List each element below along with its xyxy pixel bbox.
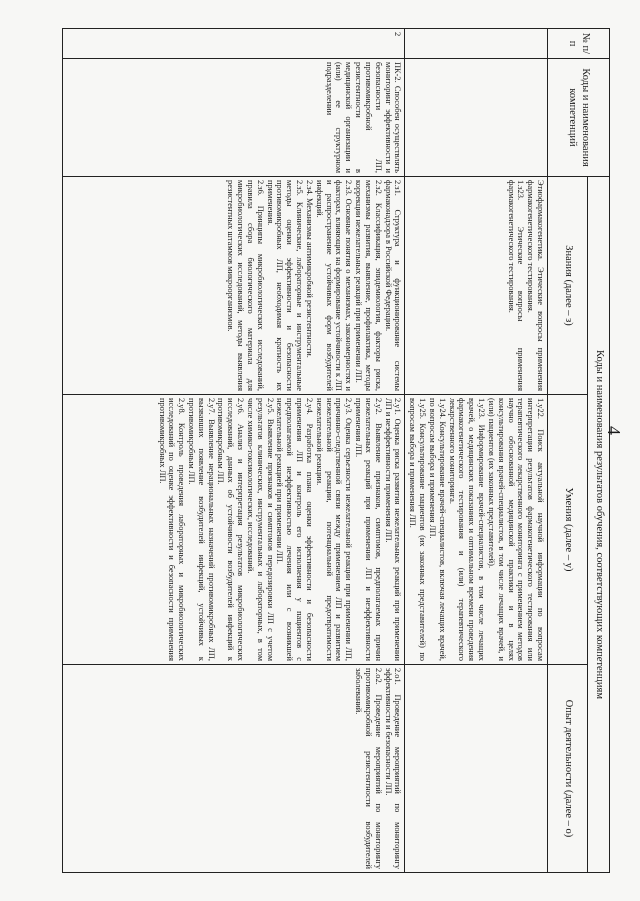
knowledge-item: 1.з23. Этические вопросы применения фармакогенетического тестирования. xyxy=(506,180,526,391)
knowledge-item: 2.з2. Классификация, эпидемиология, факторы риска, механизмы развития, выявление, профилактика, методы коррекции нежелательных реакций при применении ЛП. xyxy=(354,180,383,391)
skill-item: 2.у4. Разработка плана оценки эффективности и безопасности применения ЛП и контроль его исполнения у пациентов с предполагаемой неэффективностью лечения или с возникшей нежелательной реакцией при применении ЛП. xyxy=(275,398,314,661)
header-skills: Умения (далее – у) xyxy=(548,395,588,665)
skill-item: 2.у6. Анализ и интерпретация результатов микробиологических исследований, данных об устойчивости возбудителей инфекций к противомикробным ЛП. xyxy=(216,398,246,661)
row-num xyxy=(405,29,548,59)
skill-item: 2.у1. Оценка риска развития нежелательных реакций при применении ЛП и неэффективности применения ЛП. xyxy=(383,398,403,661)
row-skills xyxy=(405,395,548,665)
row-experience xyxy=(405,665,548,873)
row-code: ПК-2. Способен осуществлять мониторинг эффективности и безопасности ЛП, противомикробной резистентности в медицинской организации и (или) ее структурном подразделении xyxy=(63,59,405,177)
rotated-page-content xyxy=(62,28,610,872)
header-num: № п/п xyxy=(548,29,610,59)
skill-item: 1.у24. Консультирование врачей-специалистов, включая лечащих врачей, по вопросам выбора и применения ЛП. xyxy=(427,398,447,661)
knowledge-item: 2.з1. Структура и функционирование системы фармаконадзора в Российской Федерации. xyxy=(383,180,403,391)
knowledge-item: Этиофармакогенетика. Этические вопросы применения фармакогенетического тестирования. xyxy=(526,180,545,391)
skill-item: 2.у7. Выявление нерациональных назначений противомикробных ЛП, вызвавших появление возбудителей инфекций, устойчивых к противомикробным ЛП. xyxy=(187,398,216,661)
row-num: 2 xyxy=(63,29,405,59)
knowledge-item: 2.з6. Принципы микробиологических исследований, правила сбора биологического материала для микробиологических исследований, методы выявления резистентных штаммов микроорганизмов. xyxy=(226,180,265,391)
header-experience: Опыт деятельности (далее – о) xyxy=(548,665,588,873)
skill-item: 2.у8. Контроль проведения лабораторных и микробиологических исследований по оценке эффективности и безопасности применения противомикробных ЛП. xyxy=(157,398,187,661)
skill-item: 2.у2. Выявление признаков, симптомов, предполагаемых причин нежелательных реакций при применении ЛП и неэффективности применения ЛП. xyxy=(354,398,383,661)
row-knowledge xyxy=(405,177,548,395)
row-code xyxy=(405,59,548,177)
competency-table xyxy=(62,28,610,873)
knowledge-item: 2.з3. Основные понятия о механизмах, закономерностях и факторах, влияющих на формирование устойчивости к ЛП и распространение устойчивых форм возбудителей инфекций. xyxy=(314,180,354,391)
skill-item: 1.у22. Поиск актуальной научной информации по вопросам интерпретации результатов фармакогенетического тестирования или терапевтического лекарственного мониторинга с применением методов научно обоснованной медицинской практики и в целях консультирования врачей-специалистов, в том числе лечащих врачей, и (или) пациентов (их законных представителей). xyxy=(486,398,545,661)
skill-item: 2.у5. Выявление признаков и симптомов передозировки ЛП с учетом результатов клинических, инструментальных и лабораторных, в том числе химико-токсикологических, исследований. xyxy=(245,398,275,661)
knowledge-item: 2.з5. Клинические, лабораторные и инструментальные методы оценки эффективности и безопасности противомикробных ЛП, необходимая кратность их применения. xyxy=(265,180,305,391)
experience-item: 2.о2. Проведение мероприятий по мониторингу противомикробной резистентности возбудителей заболеваний. xyxy=(354,668,383,870)
table-row xyxy=(63,29,405,873)
knowledge-item: 2.з4. Механизмы антимикробной резистентности. xyxy=(304,180,314,358)
row-knowledge xyxy=(63,177,405,395)
skill-item: 1.у23. Информирование врачей-специалистов, в том числе лечащих врачей, о медицинских показаниях и оптимальном времени проведения фармакогенетического тестирования и (или) терапевтического лекарственного мониторинга. xyxy=(447,398,487,661)
row-experience xyxy=(63,665,405,873)
row-skills xyxy=(63,395,405,665)
header-knowledge: Знания (далее – з) xyxy=(548,177,588,395)
header-code: Коды и наименования компетенций xyxy=(548,59,610,177)
skill-item: 2.у3. Оценка серьезности нежелательной реакции при применении ЛП, причинно-следственной связи между применением ЛП и развитием нежелательной реакции, потенциальной предотвратимости нежелательной реакции. xyxy=(314,398,354,661)
skill-item: 1.у25. Консультирование пациентов (их законных представителей) по вопросам выбора и применения ЛП. xyxy=(408,398,428,661)
experience-item: 2.о1. Проведение мероприятий по мониторингу эффективности и безопасности ЛП. xyxy=(383,668,403,870)
table-row xyxy=(405,29,548,873)
header-results-group: Коды и наименования результатов обучения, соответствующих компетенциям xyxy=(588,177,610,873)
page-number: 4 xyxy=(604,426,624,435)
